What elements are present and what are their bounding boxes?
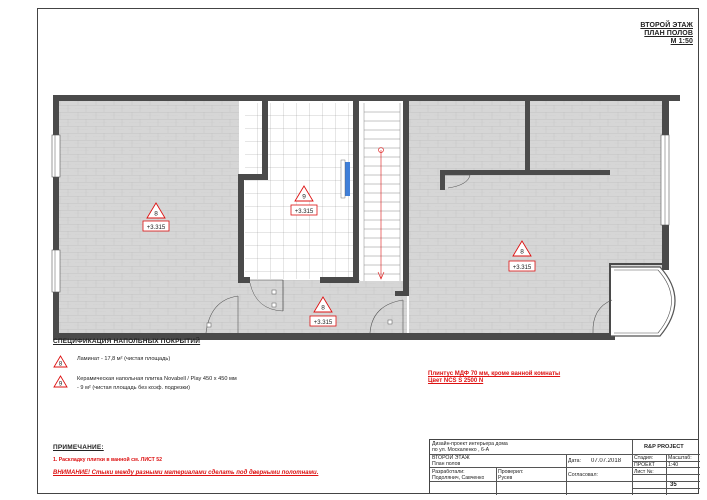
stamp-stage-label: Стадия: — [634, 455, 654, 461]
window-right — [661, 135, 669, 225]
stamp-sheet-title-1: ВТОРОЙ ЭТАЖ — [432, 455, 470, 461]
title-stamp — [429, 439, 699, 494]
spec-item-tile-text-1: Керамическая напольная плитка Novabell / Play 450 х 450 мм — [77, 376, 237, 382]
room-marker-hall-level: +3.315 — [313, 319, 333, 326]
bathroom-fixture — [341, 160, 350, 198]
spec-item-laminate-text: Ламинат - 17,8 м² (чистая площадь) — [77, 356, 171, 362]
spec-title: СПЕЦИФИКАЦИЯ НАПОЛЬНЫХ ПОКРЫТИЙ — [53, 338, 201, 345]
room-marker-right-level: +3.315 — [512, 264, 532, 271]
plinth-note — [428, 371, 560, 385]
spec-marker-8-number: 8 — [58, 361, 63, 368]
room-marker-left-level: +3.315 — [146, 224, 166, 231]
title-floor: ВТОРОЙ ЭТАЖ — [640, 22, 693, 29]
window-left-bottom — [52, 250, 60, 292]
floor-spec — [53, 338, 393, 400]
stamp-developers-label: Разработали: — [432, 469, 465, 475]
notes-item-1: 1. Раскладку плитки в ванной см. ЛИСТ 52 — [53, 457, 163, 463]
stamp-checked-label: Проверил: — [498, 469, 524, 475]
notes-section — [53, 444, 318, 476]
floor-right-room-lower — [409, 265, 609, 333]
stamp-developers: Подолянич, Савченко — [432, 475, 485, 481]
stamp-sheet-title-2: План полов — [432, 461, 461, 467]
stamp-approved-label: Согласовал: — [568, 472, 598, 478]
spec-item-tile-text-2: - 9 м² (чистая площадь без коэф. подрезки) — [77, 385, 190, 391]
stamp-sheet-label: Лист №: — [634, 469, 654, 475]
room-marker-hall-number: 8 — [321, 304, 325, 312]
spec-item-laminate — [53, 355, 393, 368]
title-scale: М 1:50 — [670, 38, 693, 45]
notes-title: ПРИМЕЧАНИЕ: — [53, 444, 104, 451]
room-marker-left-number: 8 — [154, 210, 158, 218]
room-marker-bathroom-level: +3.315 — [294, 208, 314, 215]
window-left-top — [52, 135, 60, 177]
room-marker-right-number: 8 — [520, 248, 524, 256]
spec-marker-8-icon — [53, 355, 68, 368]
bay-window — [609, 263, 675, 340]
stamp-stage: ПРОЕКТ — [634, 462, 655, 468]
stamp-checked: Русев — [498, 475, 513, 481]
stamp-scale-label: Масштаб: — [668, 455, 692, 461]
stamp-project-line-1: Дизайн-проект интерьера дома — [432, 441, 508, 447]
room-marker-bathroom-number: 9 — [302, 193, 306, 201]
stamp-date-label: Дата: — [568, 458, 581, 464]
stamp-project-line-2: по ул. Москаленко , 6-А — [432, 447, 490, 453]
stamp-date: 07.07.2018 — [591, 458, 622, 464]
spec-marker-9-number: 9 — [58, 381, 63, 388]
floor-bathroom — [245, 103, 353, 279]
stamp-scale: 1:40 — [668, 462, 679, 468]
title-plan: ПЛАН ПОЛОВ — [644, 30, 693, 37]
plinth-line-1: Плинтус МДФ 70 мм, кроме ванной комнаты — [428, 371, 561, 377]
stamp-sheet-number: 35 — [670, 482, 677, 488]
spec-item-tile — [53, 375, 393, 393]
plinth-line-2: Цвет NCS S 2500 N — [428, 378, 484, 384]
stamp-company: R&P PROJECT — [644, 444, 684, 450]
spec-marker-9-icon — [53, 375, 68, 388]
notes-warning: ВНИМАНИЕ! Стыки между разными материалами сделать под дверными полотнами. — [53, 470, 319, 476]
